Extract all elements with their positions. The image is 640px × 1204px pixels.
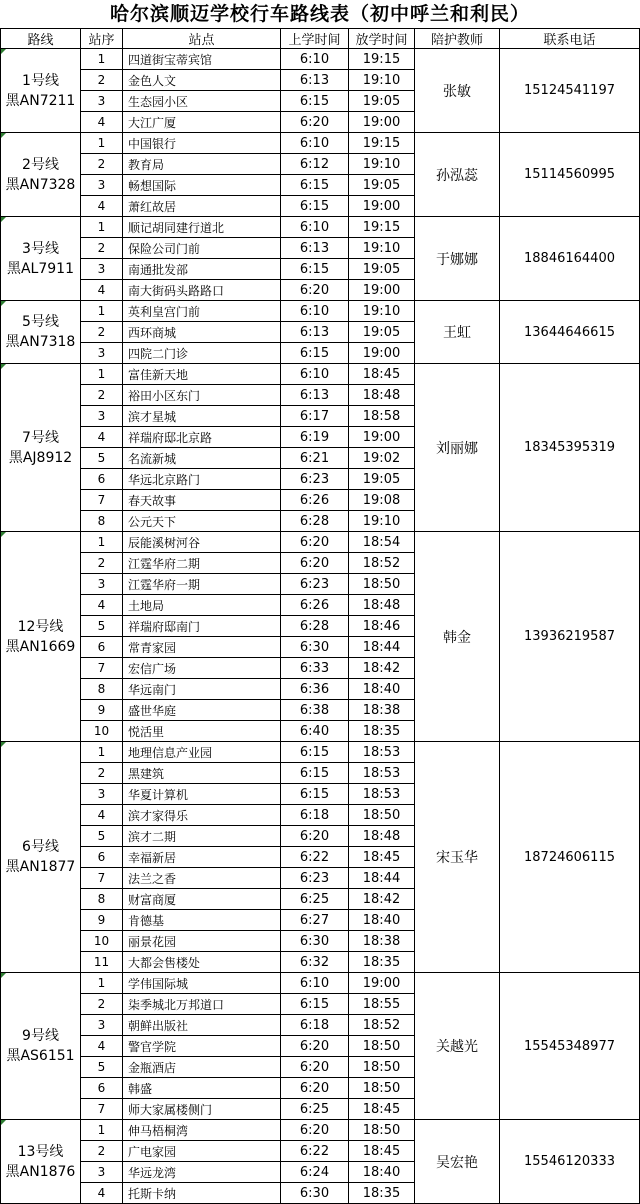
stop-seq: 4 xyxy=(81,196,123,217)
route-line-label: 7号线 xyxy=(22,429,59,446)
stop-down-time: 18:38 xyxy=(349,931,415,952)
table-row xyxy=(1,364,640,385)
route-line-label: 2号线 xyxy=(22,156,59,173)
stop-up-time: 6:33 xyxy=(281,658,349,679)
route-plate-label: 黑AN7318 xyxy=(5,334,76,350)
stop-seq: 10 xyxy=(81,721,123,742)
stop-down-time: 18:42 xyxy=(349,889,415,910)
stop-down-time: 18:40 xyxy=(349,910,415,931)
stop-name: 名流新城 xyxy=(123,448,281,469)
stop-name: 托斯卡纳 xyxy=(123,1183,281,1204)
stop-up-time: 6:15 xyxy=(281,196,349,217)
stop-name: 财富商厦 xyxy=(123,889,281,910)
stop-name: 广电家园 xyxy=(123,1141,281,1162)
stop-down-time: 18:40 xyxy=(349,1162,415,1183)
stop-seq: 2 xyxy=(81,994,123,1015)
stop-up-time: 6:23 xyxy=(281,469,349,490)
stop-seq: 6 xyxy=(81,1078,123,1099)
stop-seq: 1 xyxy=(81,1120,123,1141)
stop-down-time: 18:46 xyxy=(349,616,415,637)
stop-seq: 4 xyxy=(81,280,123,301)
stop-seq: 9 xyxy=(81,700,123,721)
stop-name: 地理信息产业园 xyxy=(123,742,281,763)
stop-name: 富佳新天地 xyxy=(123,364,281,385)
stop-up-time: 6:20 xyxy=(281,1057,349,1078)
stop-down-time: 18:35 xyxy=(349,952,415,973)
stop-up-time: 6:15 xyxy=(281,259,349,280)
stop-up-time: 6:10 xyxy=(281,973,349,994)
header-teacher: 陪护教师 xyxy=(415,29,500,49)
stop-name: 师大家属楼侧门 xyxy=(123,1099,281,1120)
stop-up-time: 6:30 xyxy=(281,1183,349,1204)
route-cell xyxy=(1,301,81,364)
stop-seq: 7 xyxy=(81,490,123,511)
cell-comment-marker-icon xyxy=(1,532,6,537)
stop-up-time: 6:27 xyxy=(281,910,349,931)
stop-name: 四道街宝蒂宾馆 xyxy=(123,49,281,70)
stop-up-time: 6:17 xyxy=(281,406,349,427)
cell-comment-marker-icon xyxy=(1,364,6,369)
stop-down-time: 18:48 xyxy=(349,595,415,616)
stop-up-time: 6:15 xyxy=(281,343,349,364)
stop-down-time: 19:05 xyxy=(349,175,415,196)
stop-seq: 10 xyxy=(81,931,123,952)
stop-up-time: 6:15 xyxy=(281,994,349,1015)
stop-name: 柒季城北万邦道口 xyxy=(123,994,281,1015)
stop-down-time: 19:05 xyxy=(349,322,415,343)
teacher-name: 韩金 xyxy=(415,532,500,742)
teacher-phone: 15124541197 xyxy=(500,49,640,133)
stop-name: 华远北京路门 xyxy=(123,469,281,490)
stop-down-time: 19:05 xyxy=(349,259,415,280)
stop-up-time: 6:38 xyxy=(281,700,349,721)
stop-up-time: 6:32 xyxy=(281,952,349,973)
stop-down-time: 18:38 xyxy=(349,700,415,721)
stop-name: 伸马梧桐湾 xyxy=(123,1120,281,1141)
stop-name: 滨才二期 xyxy=(123,826,281,847)
stop-seq: 6 xyxy=(81,637,123,658)
stop-seq: 1 xyxy=(81,301,123,322)
stop-seq: 9 xyxy=(81,910,123,931)
stop-name: 宏信广场 xyxy=(123,658,281,679)
route-line-label: 1号线 xyxy=(22,72,59,89)
teacher-phone: 13644646615 xyxy=(500,301,640,364)
stop-down-time: 18:45 xyxy=(349,1141,415,1162)
stop-name: 华远南门 xyxy=(123,679,281,700)
stop-down-time: 18:53 xyxy=(349,763,415,784)
stop-down-time: 18:50 xyxy=(349,574,415,595)
stop-down-time: 19:00 xyxy=(349,343,415,364)
stop-seq: 2 xyxy=(81,238,123,259)
stop-down-time: 19:10 xyxy=(349,238,415,259)
cell-comment-marker-icon xyxy=(1,133,6,138)
stop-seq: 5 xyxy=(81,448,123,469)
stop-up-time: 6:20 xyxy=(281,532,349,553)
stop-name: 丽景花园 xyxy=(123,931,281,952)
stop-up-time: 6:10 xyxy=(281,364,349,385)
cell-comment-marker-icon xyxy=(1,1120,6,1125)
stop-down-time: 18:50 xyxy=(349,1057,415,1078)
stop-down-time: 18:42 xyxy=(349,658,415,679)
header-route: 路线 xyxy=(1,29,81,49)
table-row xyxy=(1,1120,640,1141)
route-table xyxy=(0,28,640,1204)
stop-up-time: 6:13 xyxy=(281,385,349,406)
teacher-name: 关越光 xyxy=(415,973,500,1120)
stop-up-time: 6:30 xyxy=(281,931,349,952)
stop-seq: 3 xyxy=(81,1015,123,1036)
teacher-phone: 15114560995 xyxy=(500,133,640,217)
route-plate-label: 黑AN1876 xyxy=(5,1163,76,1180)
stop-up-time: 6:13 xyxy=(281,70,349,91)
stop-name: 江霆华府一期 xyxy=(123,574,281,595)
stop-down-time: 19:15 xyxy=(349,217,415,238)
stop-up-time: 6:19 xyxy=(281,427,349,448)
teacher-name: 宋玉华 xyxy=(415,742,500,973)
stop-seq: 4 xyxy=(81,427,123,448)
teacher-name: 于娜娜 xyxy=(415,217,500,301)
stop-down-time: 19:10 xyxy=(349,154,415,175)
stop-name: 肯德基 xyxy=(123,910,281,931)
route-plate-label: 黑AN7211 xyxy=(5,92,76,109)
stop-name: 大都会售楼处 xyxy=(123,952,281,973)
route-plate-label: 黑AN7328 xyxy=(5,176,76,193)
header-row xyxy=(1,29,640,49)
route-plate-label: 黑AJ8912 xyxy=(8,449,73,466)
stop-seq: 1 xyxy=(81,49,123,70)
header-stop: 站点 xyxy=(123,29,281,49)
stop-seq: 3 xyxy=(81,406,123,427)
stop-name: 畅想国际 xyxy=(123,175,281,196)
stop-down-time: 18:58 xyxy=(349,406,415,427)
route-cell xyxy=(1,364,81,532)
stop-up-time: 6:24 xyxy=(281,1162,349,1183)
stop-name: 法兰之香 xyxy=(123,868,281,889)
stop-name: 保险公司门前 xyxy=(123,238,281,259)
stop-down-time: 18:52 xyxy=(349,553,415,574)
page-title: 哈尔滨顺迈学校行车路线表（初中呼兰和利民） xyxy=(109,3,530,25)
stop-name: 祥瑞府邸南门 xyxy=(123,616,281,637)
stop-up-time: 6:25 xyxy=(281,1099,349,1120)
teacher-name: 王虹 xyxy=(415,301,500,364)
stop-seq: 5 xyxy=(81,616,123,637)
stop-down-time: 19:00 xyxy=(349,427,415,448)
teacher-phone: 13936219587 xyxy=(500,532,640,742)
stop-seq: 4 xyxy=(81,112,123,133)
route-line-label: 13号线 xyxy=(17,1143,64,1160)
table-row xyxy=(1,742,640,763)
stop-name: 辰能溪树河谷 xyxy=(123,532,281,553)
stop-up-time: 6:13 xyxy=(281,322,349,343)
stop-up-time: 6:15 xyxy=(281,175,349,196)
stop-name: 西环商城 xyxy=(123,322,281,343)
stop-down-time: 18:48 xyxy=(349,826,415,847)
stop-seq: 5 xyxy=(81,826,123,847)
header-up-time: 上学时间 xyxy=(281,29,349,49)
route-table-body xyxy=(1,49,640,1204)
stop-seq: 2 xyxy=(81,763,123,784)
table-row xyxy=(1,217,640,238)
stop-up-time: 6:20 xyxy=(281,112,349,133)
stop-name: 幸福新居 xyxy=(123,847,281,868)
stop-down-time: 18:52 xyxy=(349,1015,415,1036)
route-plate-label: 黑AL7911 xyxy=(6,260,74,277)
stop-up-time: 6:10 xyxy=(281,49,349,70)
teacher-phone: 15545348977 xyxy=(500,973,640,1120)
stop-seq: 4 xyxy=(81,595,123,616)
stop-down-time: 19:00 xyxy=(349,112,415,133)
stop-name: 顺记胡同建行道北 xyxy=(123,217,281,238)
route-cell xyxy=(1,49,81,133)
stop-up-time: 6:18 xyxy=(281,1015,349,1036)
table-row xyxy=(1,973,640,994)
stop-up-time: 6:15 xyxy=(281,784,349,805)
stop-down-time: 18:50 xyxy=(349,1120,415,1141)
stop-name: 生态园小区 xyxy=(123,91,281,112)
stop-down-time: 19:15 xyxy=(349,133,415,154)
stop-down-time: 18:55 xyxy=(349,994,415,1015)
stop-seq: 3 xyxy=(81,91,123,112)
stop-up-time: 6:10 xyxy=(281,301,349,322)
header-phone: 联系电话 xyxy=(500,29,640,49)
stop-down-time: 18:45 xyxy=(349,847,415,868)
stop-seq: 2 xyxy=(81,553,123,574)
stop-seq: 3 xyxy=(81,784,123,805)
stop-seq: 1 xyxy=(81,364,123,385)
teacher-name: 张敏 xyxy=(415,49,500,133)
stop-up-time: 6:12 xyxy=(281,154,349,175)
stop-up-time: 6:21 xyxy=(281,448,349,469)
stop-seq: 7 xyxy=(81,658,123,679)
stop-up-time: 6:28 xyxy=(281,511,349,532)
stop-up-time: 6:26 xyxy=(281,490,349,511)
stop-up-time: 6:20 xyxy=(281,280,349,301)
stop-name: 金色人文 xyxy=(123,70,281,91)
stop-seq: 3 xyxy=(81,1162,123,1183)
stop-seq: 1 xyxy=(81,532,123,553)
stop-down-time: 19:08 xyxy=(349,490,415,511)
stop-seq: 2 xyxy=(81,385,123,406)
stop-down-time: 18:54 xyxy=(349,532,415,553)
stop-name: 英利皇宫门前 xyxy=(123,301,281,322)
stop-seq: 3 xyxy=(81,175,123,196)
stop-up-time: 6:15 xyxy=(281,91,349,112)
stop-name: 华远龙湾 xyxy=(123,1162,281,1183)
stop-name: 滨才星城 xyxy=(123,406,281,427)
stop-down-time: 18:44 xyxy=(349,868,415,889)
stop-seq: 2 xyxy=(81,154,123,175)
stop-down-time: 19:05 xyxy=(349,91,415,112)
stop-name: 常青家园 xyxy=(123,637,281,658)
teacher-phone: 15546120333 xyxy=(500,1120,640,1204)
stop-name: 滨才家得乐 xyxy=(123,805,281,826)
stop-up-time: 6:20 xyxy=(281,1078,349,1099)
stop-seq: 3 xyxy=(81,574,123,595)
stop-seq: 4 xyxy=(81,805,123,826)
stop-name: 大江广厦 xyxy=(123,112,281,133)
teacher-name: 吴宏艳 xyxy=(415,1120,500,1204)
stop-up-time: 6:25 xyxy=(281,889,349,910)
header-down-time: 放学时间 xyxy=(349,29,415,49)
stop-seq: 1 xyxy=(81,973,123,994)
teacher-phone: 18846164400 xyxy=(500,217,640,301)
stop-name: 朝鲜出版社 xyxy=(123,1015,281,1036)
stop-up-time: 6:23 xyxy=(281,868,349,889)
stop-down-time: 19:15 xyxy=(349,49,415,70)
route-line-label: 3号线 xyxy=(22,240,59,257)
table-row xyxy=(1,133,640,154)
stop-name: 金瓶酒店 xyxy=(123,1057,281,1078)
stop-down-time: 19:02 xyxy=(349,448,415,469)
stop-seq: 2 xyxy=(81,322,123,343)
stop-up-time: 6:30 xyxy=(281,637,349,658)
teacher-phone: 18345395319 xyxy=(500,364,640,532)
stop-down-time: 18:48 xyxy=(349,385,415,406)
stop-name: 学伟国际城 xyxy=(123,973,281,994)
stop-name: 南通批发部 xyxy=(123,259,281,280)
stop-up-time: 6:13 xyxy=(281,238,349,259)
stop-seq: 4 xyxy=(81,1183,123,1204)
stop-down-time: 18:35 xyxy=(349,721,415,742)
stop-name: 江霆华府二期 xyxy=(123,553,281,574)
stop-down-time: 19:00 xyxy=(349,280,415,301)
stop-up-time: 6:20 xyxy=(281,826,349,847)
table-row xyxy=(1,49,640,70)
stop-seq: 6 xyxy=(81,847,123,868)
stop-up-time: 6:28 xyxy=(281,616,349,637)
route-line-label: 9号线 xyxy=(22,1028,59,1044)
stop-name: 中国银行 xyxy=(123,133,281,154)
header-seq: 站序 xyxy=(81,29,123,49)
stop-seq: 1 xyxy=(81,742,123,763)
stop-name: 黑建筑 xyxy=(123,763,281,784)
stop-up-time: 6:18 xyxy=(281,805,349,826)
stop-down-time: 18:50 xyxy=(349,1036,415,1057)
stop-name: 警官学院 xyxy=(123,1036,281,1057)
route-line-label: 12号线 xyxy=(17,618,64,635)
stop-seq: 2 xyxy=(81,70,123,91)
stop-down-time: 19:10 xyxy=(349,511,415,532)
stop-name: 祥瑞府邸北京路 xyxy=(123,427,281,448)
stop-seq: 1 xyxy=(81,217,123,238)
stop-seq: 6 xyxy=(81,469,123,490)
table-row xyxy=(1,301,640,322)
stop-name: 韩盛 xyxy=(123,1078,281,1099)
stop-down-time: 18:45 xyxy=(349,1099,415,1120)
stop-up-time: 6:10 xyxy=(281,133,349,154)
stop-name: 南大街码头路路口 xyxy=(123,280,281,301)
stop-seq: 5 xyxy=(81,1057,123,1078)
cell-comment-marker-icon xyxy=(1,301,6,306)
route-cell xyxy=(1,742,81,973)
stop-down-time: 19:05 xyxy=(349,469,415,490)
route-plate-label: 黑AN1877 xyxy=(5,859,76,875)
stop-seq: 8 xyxy=(81,679,123,700)
stop-seq: 8 xyxy=(81,511,123,532)
stop-seq: 3 xyxy=(81,343,123,364)
route-cell xyxy=(1,532,81,742)
stop-down-time: 18:53 xyxy=(349,742,415,763)
cell-comment-marker-icon xyxy=(1,49,6,54)
teacher-name: 孙泓蕊 xyxy=(415,133,500,217)
teacher-name: 刘丽娜 xyxy=(415,364,500,532)
stop-seq: 2 xyxy=(81,1141,123,1162)
route-cell xyxy=(1,133,81,217)
stop-down-time: 19:10 xyxy=(349,70,415,91)
cell-comment-marker-icon xyxy=(1,742,6,747)
stop-down-time: 18:40 xyxy=(349,679,415,700)
route-plate-label: 黑AS6151 xyxy=(6,1048,75,1064)
stop-name: 四院二门诊 xyxy=(123,343,281,364)
cell-comment-marker-icon xyxy=(1,217,6,222)
stop-up-time: 6:15 xyxy=(281,763,349,784)
stop-name: 萧红故居 xyxy=(123,196,281,217)
stop-seq: 11 xyxy=(81,952,123,973)
stop-name: 教育局 xyxy=(123,154,281,175)
stop-down-time: 19:00 xyxy=(349,196,415,217)
stop-up-time: 6:22 xyxy=(281,1141,349,1162)
route-line-label: 6号线 xyxy=(22,839,59,855)
stop-up-time: 6:15 xyxy=(281,742,349,763)
stop-down-time: 18:35 xyxy=(349,1183,415,1204)
stop-seq: 7 xyxy=(81,1099,123,1120)
stop-up-time: 6:20 xyxy=(281,1120,349,1141)
stop-seq: 7 xyxy=(81,868,123,889)
route-line-label: 5号线 xyxy=(22,314,59,330)
stop-name: 土地局 xyxy=(123,595,281,616)
route-plate-label: 黑AN1669 xyxy=(5,638,76,655)
route-cell xyxy=(1,217,81,301)
stop-down-time: 18:44 xyxy=(349,637,415,658)
stop-up-time: 6:26 xyxy=(281,595,349,616)
stop-seq: 4 xyxy=(81,1036,123,1057)
stop-up-time: 6:20 xyxy=(281,553,349,574)
stop-down-time: 19:10 xyxy=(349,301,415,322)
stop-up-time: 6:22 xyxy=(281,847,349,868)
route-cell xyxy=(1,973,81,1120)
stop-down-time: 18:50 xyxy=(349,1078,415,1099)
stop-name: 公元天下 xyxy=(123,511,281,532)
stop-down-time: 18:45 xyxy=(349,364,415,385)
stop-seq: 1 xyxy=(81,133,123,154)
stop-name: 华夏计算机 xyxy=(123,784,281,805)
stop-down-time: 18:53 xyxy=(349,784,415,805)
route-cell xyxy=(1,1120,81,1204)
stop-up-time: 6:40 xyxy=(281,721,349,742)
stop-up-time: 6:23 xyxy=(281,574,349,595)
cell-comment-marker-icon xyxy=(1,973,6,978)
stop-name: 盛世华庭 xyxy=(123,700,281,721)
stop-seq: 8 xyxy=(81,889,123,910)
table-row xyxy=(1,532,640,553)
stop-down-time: 19:00 xyxy=(349,973,415,994)
stop-down-time: 18:50 xyxy=(349,805,415,826)
stop-up-time: 6:36 xyxy=(281,679,349,700)
teacher-phone: 18724606115 xyxy=(500,742,640,973)
stop-up-time: 6:10 xyxy=(281,217,349,238)
stop-name: 裕田小区东门 xyxy=(123,385,281,406)
stop-name: 春天故事 xyxy=(123,490,281,511)
stop-up-time: 6:20 xyxy=(281,1036,349,1057)
stop-name: 悦活里 xyxy=(123,721,281,742)
stop-seq: 3 xyxy=(81,259,123,280)
